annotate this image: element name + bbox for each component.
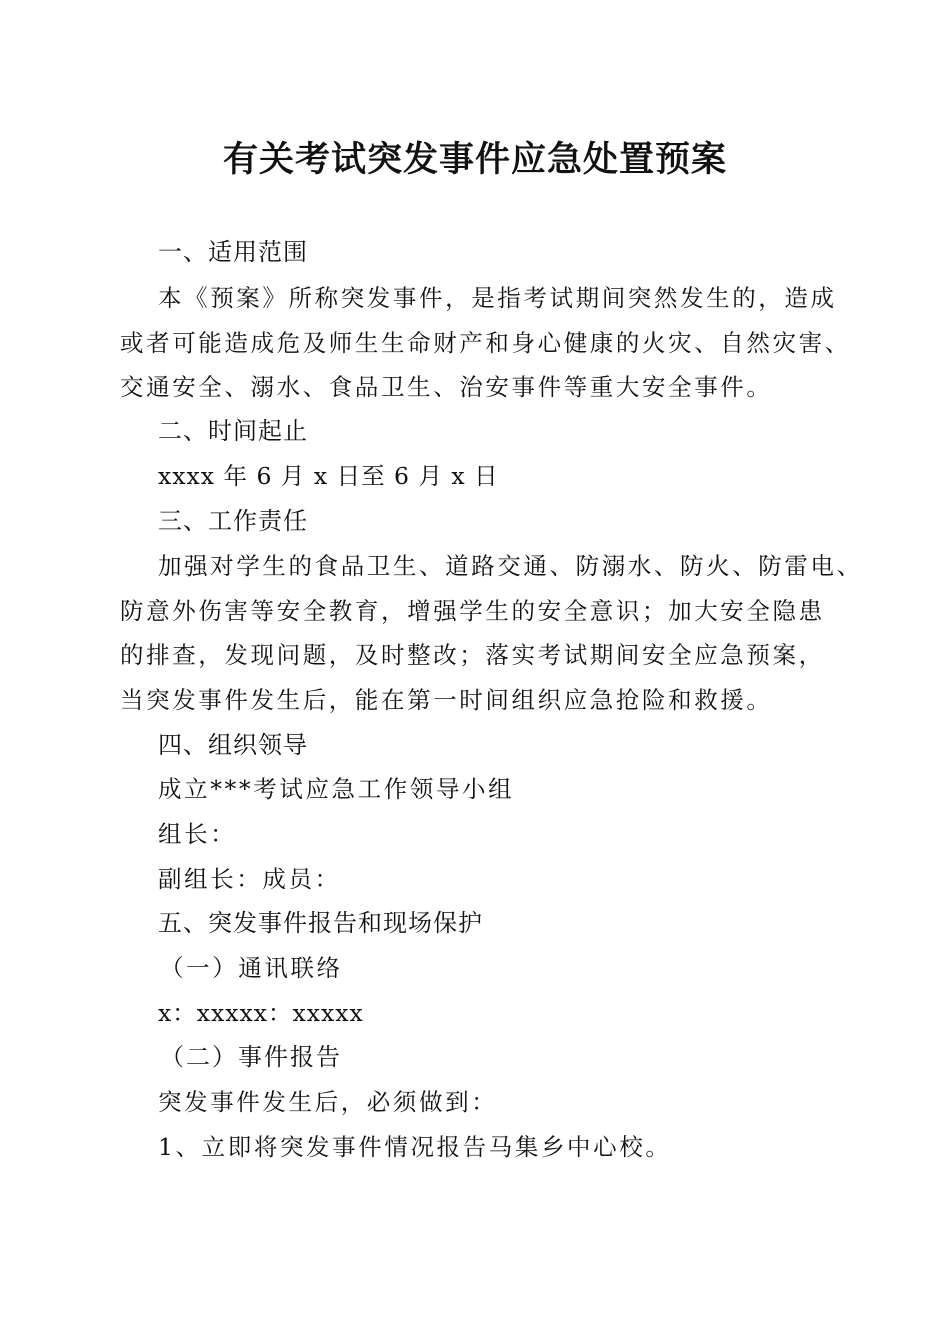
paragraph-line: 的排查，发现问题，及时整改；落实考试期间安全应急预案， xyxy=(120,641,825,669)
subheading-report: （二）事件报告 xyxy=(160,1043,342,1071)
contact-line: x：xxxxx：xxxxx xyxy=(158,999,364,1027)
paragraph-line: 或者可能造成危及师生生命财产和身心健康的火灾、自然灾害、 xyxy=(120,329,851,357)
paragraph-line: 交通安全、溺水、食品卫生、治安事件等重大安全事件。 xyxy=(120,373,773,401)
time-range-text: xxxx 年 6 月 x 日至 6 月 x 日 xyxy=(158,462,499,490)
paragraph-line: 当突发事件发生后，能在第一时间组织应急抢险和救援。 xyxy=(120,686,773,714)
document-title: 有关考试突发事件应急处置预案 xyxy=(222,140,727,180)
deputy-leader-line: 副组长：成员： xyxy=(158,865,341,893)
section-heading-time: 二、时间起止 xyxy=(158,417,308,445)
section-heading-report: 五、突发事件报告和现场保护 xyxy=(158,909,483,937)
paragraph-line: 本《预案》所称突发事件，是指考试期间突然发生的，造成 xyxy=(158,284,837,312)
paragraph-line: 成立***考试应急工作领导小组 xyxy=(158,775,515,803)
leader-line: 组长： xyxy=(158,820,237,848)
subheading-communication: （一）通讯联络 xyxy=(160,954,343,982)
section-heading-duty: 三、工作责任 xyxy=(158,507,308,535)
paragraph-line: 防意外伤害等安全教育，增强学生的安全意识；加大安全隐患 xyxy=(120,597,825,625)
section-heading-leadership: 四、组织领导 xyxy=(158,731,308,759)
list-item: 1、立即将突发事件情况报告马集乡中心校。 xyxy=(158,1133,672,1161)
paragraph-line: 突发事件发生后，必须做到： xyxy=(158,1088,498,1116)
section-heading-scope: 一、适用范围 xyxy=(158,238,308,266)
paragraph-line: 加强对学生的食品卫生、道路交通、防溺水、防火、防雷电、 xyxy=(158,552,863,580)
